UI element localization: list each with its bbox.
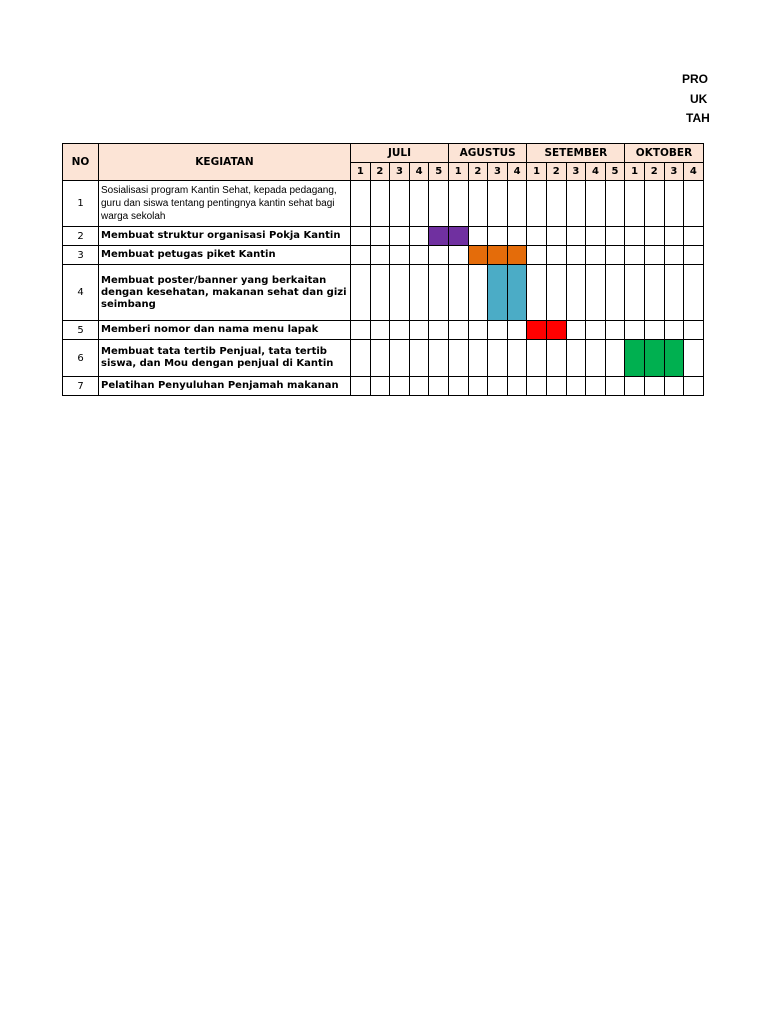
- week-cell: [429, 377, 449, 396]
- week-cell: [625, 246, 645, 265]
- week-cell: [507, 340, 527, 377]
- title-line-1: PRO: [682, 72, 709, 86]
- week-header: 1: [448, 163, 468, 181]
- week-cell: [507, 227, 527, 246]
- title-line-3: TAH: [686, 111, 710, 125]
- week-cell: [527, 181, 547, 227]
- week-cell: [507, 321, 527, 340]
- week-header: 3: [664, 163, 684, 181]
- week-cell: [566, 181, 586, 227]
- week-header: 1: [625, 163, 645, 181]
- week-cell: [370, 321, 390, 340]
- schedule-bar-cell: [546, 321, 566, 340]
- week-cell: [586, 321, 606, 340]
- week-cell: [429, 340, 449, 377]
- week-cell: [448, 181, 468, 227]
- week-cell: [625, 321, 645, 340]
- week-cell: [664, 265, 684, 321]
- week-cell: [586, 377, 606, 396]
- week-cell: [644, 181, 664, 227]
- week-cell: [390, 181, 410, 227]
- week-cell: [527, 265, 547, 321]
- week-cell: [684, 377, 704, 396]
- week-cell: [448, 340, 468, 377]
- week-cell: [370, 246, 390, 265]
- row-number: 2: [63, 227, 99, 246]
- week-cell: [429, 246, 449, 265]
- week-cell: [370, 377, 390, 396]
- week-cell: [351, 340, 371, 377]
- week-cell: [468, 340, 488, 377]
- week-cell: [546, 265, 566, 321]
- week-cell: [468, 265, 488, 321]
- week-cell: [507, 377, 527, 396]
- week-cell: [488, 340, 508, 377]
- week-header: 2: [370, 163, 390, 181]
- week-cell: [468, 227, 488, 246]
- month-header: AGUSTUS: [448, 144, 526, 163]
- table-row: [63, 246, 704, 265]
- week-cell: [409, 340, 429, 377]
- week-cell: [664, 321, 684, 340]
- week-cell: [664, 227, 684, 246]
- week-cell: [586, 181, 606, 227]
- header-activity: KEGIATAN: [99, 144, 351, 181]
- week-cell: [605, 265, 625, 321]
- week-header: 3: [566, 163, 586, 181]
- activity-cell: Pelatihan Penyuluhan Penjamah makanan: [99, 377, 351, 396]
- week-cell: [566, 321, 586, 340]
- header-no: NO: [63, 144, 99, 181]
- activity-cell: Membuat struktur organisasi Pokja Kantin: [99, 227, 351, 246]
- week-header: 4: [507, 163, 527, 181]
- week-cell: [468, 321, 488, 340]
- row-number: 7: [63, 377, 99, 396]
- week-cell: [448, 377, 468, 396]
- week-cell: [429, 321, 449, 340]
- week-cell: [546, 227, 566, 246]
- week-cell: [684, 321, 704, 340]
- week-cell: [527, 246, 547, 265]
- week-cell: [468, 377, 488, 396]
- week-cell: [644, 246, 664, 265]
- week-header: 3: [390, 163, 410, 181]
- week-cell: [370, 265, 390, 321]
- week-cell: [390, 340, 410, 377]
- week-cell: [605, 227, 625, 246]
- week-cell: [605, 377, 625, 396]
- table-row: [63, 340, 704, 377]
- week-cell: [351, 265, 371, 321]
- week-cell: [390, 377, 410, 396]
- week-cell: [586, 340, 606, 377]
- week-cell: [370, 181, 390, 227]
- row-number: 4: [63, 265, 99, 321]
- week-cell: [664, 246, 684, 265]
- week-header: 5: [429, 163, 449, 181]
- week-cell: [409, 265, 429, 321]
- week-cell: [546, 181, 566, 227]
- table-row: [63, 265, 704, 321]
- week-cell: [586, 227, 606, 246]
- week-cell: [351, 181, 371, 227]
- week-cell: [586, 246, 606, 265]
- week-cell: [625, 227, 645, 246]
- table-row: [63, 181, 704, 227]
- week-cell: [586, 265, 606, 321]
- week-header: 4: [409, 163, 429, 181]
- week-cell: [605, 321, 625, 340]
- week-cell: [390, 321, 410, 340]
- week-cell: [664, 377, 684, 396]
- activity-cell: Sosialisasi program Kantin Sehat, kepada pedagang, guru dan siswa tentang pentingnya kantin sehat bagi warga sekolah: [99, 181, 351, 227]
- row-number: 1: [63, 181, 99, 227]
- week-header: 2: [644, 163, 664, 181]
- schedule-bar-cell: [429, 227, 449, 246]
- table-row: [63, 321, 704, 340]
- row-number: 3: [63, 246, 99, 265]
- week-cell: [546, 246, 566, 265]
- week-header: 2: [468, 163, 488, 181]
- week-cell: [566, 377, 586, 396]
- week-header: 3: [488, 163, 508, 181]
- week-cell: [684, 227, 704, 246]
- week-cell: [351, 321, 371, 340]
- week-cell: [351, 377, 371, 396]
- week-cell: [684, 265, 704, 321]
- week-cell: [507, 181, 527, 227]
- row-number: 6: [63, 340, 99, 377]
- week-cell: [448, 246, 468, 265]
- week-cell: [566, 340, 586, 377]
- week-cell: [409, 321, 429, 340]
- week-cell: [390, 246, 410, 265]
- week-cell: [527, 227, 547, 246]
- week-cell: [370, 340, 390, 377]
- week-cell: [625, 265, 645, 321]
- activity-cell: Membuat poster/banner yang berkaitan dengan kesehatan, makanan sehat dan gizi seimbang: [99, 265, 351, 321]
- month-header: SETEMBER: [527, 144, 625, 163]
- week-cell: [351, 246, 371, 265]
- week-header: 2: [546, 163, 566, 181]
- table-row: [63, 377, 704, 396]
- week-cell: [605, 246, 625, 265]
- week-header: 4: [586, 163, 606, 181]
- week-header: 1: [527, 163, 547, 181]
- month-header: JULI: [351, 144, 449, 163]
- week-cell: [684, 340, 704, 377]
- activity-cell: Membuat petugas piket Kantin: [99, 246, 351, 265]
- schedule-bar-cell: [527, 321, 547, 340]
- week-cell: [527, 340, 547, 377]
- schedule-bar-cell: [507, 246, 527, 265]
- week-cell: [429, 181, 449, 227]
- schedule-bar-cell: [488, 246, 508, 265]
- week-cell: [625, 377, 645, 396]
- schedule-bar-cell: [488, 265, 508, 321]
- week-cell: [390, 227, 410, 246]
- week-cell: [605, 340, 625, 377]
- week-cell: [370, 227, 390, 246]
- schedule-bar-cell: [644, 340, 664, 377]
- week-cell: [488, 227, 508, 246]
- week-header: 1: [351, 163, 371, 181]
- activity-cell: Memberi nomor dan nama menu lapak: [99, 321, 351, 340]
- schedule-bar-cell: [448, 227, 468, 246]
- schedule-bar-cell: [664, 340, 684, 377]
- week-cell: [527, 377, 547, 396]
- month-header: OKTOBER: [625, 144, 703, 163]
- week-cell: [605, 181, 625, 227]
- week-cell: [409, 181, 429, 227]
- schedule-bar-cell: [507, 265, 527, 321]
- week-cell: [644, 265, 664, 321]
- week-cell: [390, 265, 410, 321]
- schedule-table: [62, 143, 704, 396]
- week-cell: [448, 265, 468, 321]
- week-header: 4: [684, 163, 704, 181]
- title-line-2: UK: [690, 92, 708, 106]
- week-cell: [684, 246, 704, 265]
- schedule-bar-cell: [625, 340, 645, 377]
- week-cell: [625, 181, 645, 227]
- week-cell: [664, 181, 684, 227]
- week-cell: [644, 321, 664, 340]
- week-cell: [644, 377, 664, 396]
- week-cell: [566, 246, 586, 265]
- week-cell: [546, 340, 566, 377]
- week-header: 5: [605, 163, 625, 181]
- week-cell: [566, 227, 586, 246]
- activity-cell: Membuat tata tertib Penjual, tata tertib siswa, dan Mou dengan penjual di Kantin: [99, 340, 351, 377]
- week-cell: [409, 377, 429, 396]
- week-cell: [684, 181, 704, 227]
- week-cell: [488, 377, 508, 396]
- week-cell: [546, 377, 566, 396]
- schedule-bar-cell: [468, 246, 488, 265]
- week-cell: [468, 181, 488, 227]
- week-cell: [351, 227, 371, 246]
- week-cell: [429, 265, 449, 321]
- week-cell: [566, 265, 586, 321]
- week-cell: [409, 227, 429, 246]
- row-number: 5: [63, 321, 99, 340]
- table-row: [63, 227, 704, 246]
- week-cell: [644, 227, 664, 246]
- week-cell: [409, 246, 429, 265]
- week-cell: [488, 321, 508, 340]
- week-cell: [488, 181, 508, 227]
- week-cell: [448, 321, 468, 340]
